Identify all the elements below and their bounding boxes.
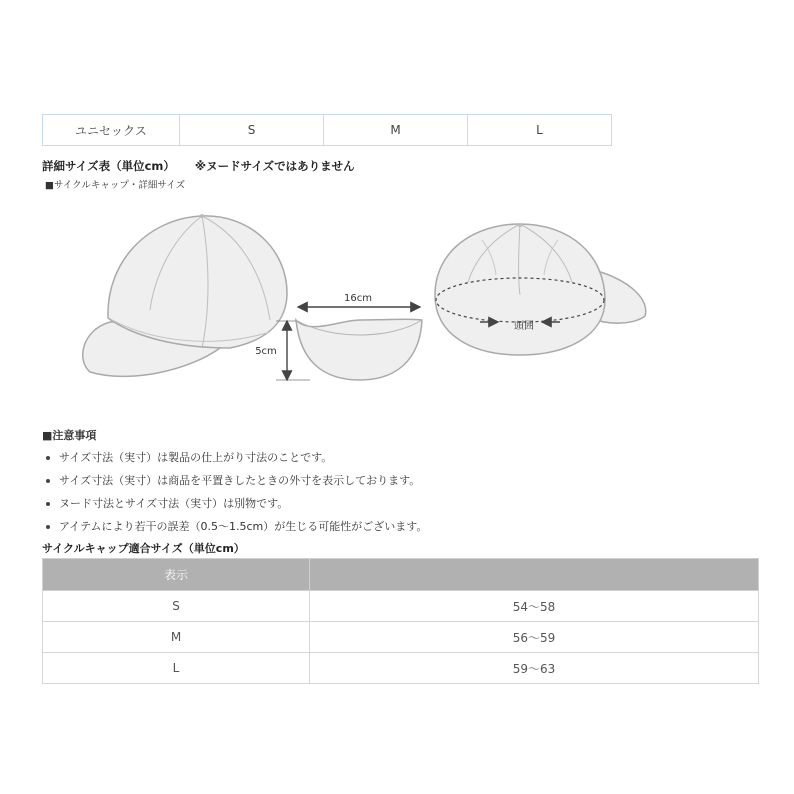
note-item: アイテムにより若干の誤差（0.5〜1.5cm）が生じる可能性がございます。	[42, 515, 427, 538]
table-row	[43, 653, 759, 684]
cap-back-view	[435, 223, 646, 355]
notes-list	[42, 446, 427, 538]
size-cell-m: M	[324, 115, 468, 146]
detail-size-heading	[42, 158, 355, 174]
fit-size-range: 54〜58	[310, 591, 759, 622]
fit-size-label: M	[43, 622, 310, 653]
size-table-label: ユニセックス	[43, 115, 180, 146]
nude-size-note: ※ヌードサイズではありません	[194, 159, 355, 173]
size-cell-l: L	[468, 115, 612, 146]
fit-size-label: S	[43, 591, 310, 622]
cycle-cap-subheading: ■サイクルキャップ・詳細サイズ	[45, 180, 186, 191]
fit-table-header-row	[43, 559, 759, 591]
fit-size-label: L	[43, 653, 310, 684]
notes-title: ■注意事項	[42, 429, 97, 442]
fit-size-range: 56〜59	[310, 622, 759, 653]
brim-depth-label: 5cm	[255, 346, 277, 357]
size-table-row	[43, 115, 612, 146]
table-row	[43, 591, 759, 622]
detail-size-title: 詳細サイズ表（単位cm）	[42, 159, 175, 173]
size-cell-s: S	[180, 115, 324, 146]
note-item: ヌード寸法とサイズ寸法（実寸）は別物です。	[42, 492, 427, 515]
fit-header-value	[310, 559, 759, 591]
table-row	[43, 622, 759, 653]
fit-table	[42, 558, 759, 684]
cap-size-diagram	[70, 200, 660, 390]
fit-size-range: 59〜63	[310, 653, 759, 684]
head-circumference-label: 頭囲	[514, 321, 534, 332]
note-item: サイズ寸法（実寸）は製品の仕上がり寸法のことです。	[42, 446, 427, 469]
brim-width-label: 16cm	[344, 293, 372, 304]
fit-table-title: サイクルキャップ適合サイズ（単位cm）	[42, 542, 245, 555]
note-item: サイズ寸法（実寸）は商品を平置きしたときの外寸を表示しております。	[42, 469, 427, 492]
fit-header-display: 表示	[43, 559, 310, 591]
size-table	[42, 114, 612, 146]
